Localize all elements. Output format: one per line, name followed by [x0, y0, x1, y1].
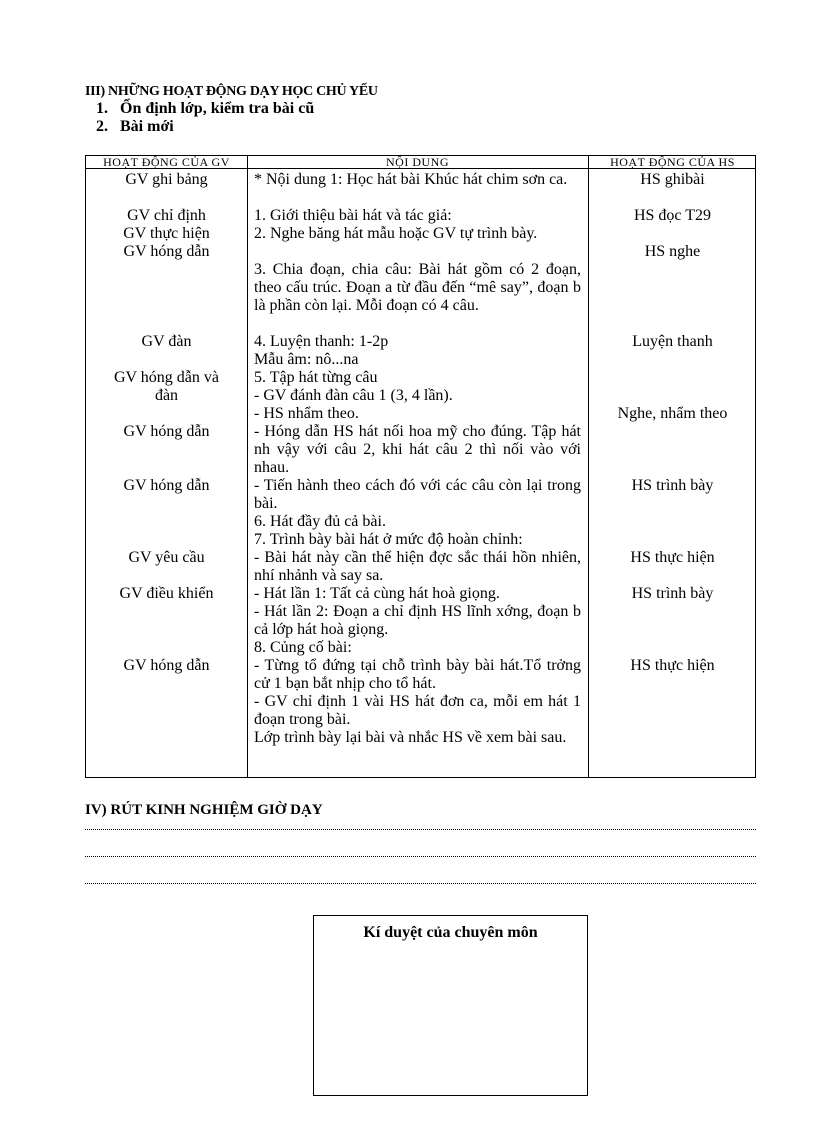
- teacher-activity-cell: GV đàn: [141, 333, 192, 350]
- content-cell: 7. Trình bày bài hát ở mức độ hoàn chỉnh:: [254, 531, 523, 548]
- teacher-activity-cell: GV hóng dẫn: [123, 243, 210, 260]
- teacher-activity-cell: GV yêu cầu: [128, 549, 205, 566]
- student-activity-cell: HS trình bày: [631, 477, 714, 494]
- student-activity-cell: HS thực hiện: [630, 657, 715, 674]
- content-cell: 6. Hát đầy đủ cả bài.: [254, 513, 386, 530]
- content-cell: Mẫu âm: nô...na: [254, 351, 359, 368]
- section-3-heading: III) NHỮNG HOẠT ĐỘNG DẠY HỌC CHỦ YẾU: [85, 84, 378, 99]
- student-activity-cell: HS thực hiện: [630, 549, 715, 566]
- teacher-activity-cell: GV hóng dẫn: [123, 423, 210, 440]
- column-divider: [247, 156, 248, 777]
- header-divider: [86, 168, 755, 169]
- content-cell: 5. Tập hát từng câu: [254, 369, 378, 386]
- content-cell: - Tiến hành theo cách đó với các câu còn lại trong bài.: [254, 477, 581, 512]
- subsection-1-number: 1.: [96, 100, 108, 117]
- section-4-heading: IV) RÚT KINH NGHIỆM GIỜ DẠY: [85, 802, 323, 818]
- subsection-2-title: Bài mới: [120, 118, 174, 135]
- dotted-writing-line: [85, 829, 756, 830]
- content-cell: - Hát lần 1: Tất cả cùng hát hoà giọng.: [254, 585, 500, 602]
- teacher-activity-cell: GV điều khiển: [119, 585, 214, 602]
- content-cell: - Từng tổ đứng tại chỗ trình bày bài hát.Tổ trởng cử 1 bạn bắt nhịp cho tổ hát.: [254, 657, 581, 692]
- header-teacher-activity: HOẠT ĐỘNG CỦA GV: [103, 156, 230, 168]
- content-cell: 4. Luyện thanh: 1-2p: [254, 333, 389, 350]
- content-cell: - GV đánh đàn câu 1 (3, 4 lần).: [254, 387, 453, 404]
- teacher-activity-cell: đàn: [154, 387, 179, 404]
- dotted-writing-line: [85, 856, 756, 857]
- student-activity-cell: HS trình bày: [631, 585, 714, 602]
- teacher-activity-cell: GV hóng dẫn: [123, 477, 210, 494]
- subsection-1-title: Ổn định lớp, kiểm tra bài cũ: [120, 100, 315, 117]
- header-content: NỘI DUNG: [386, 156, 449, 168]
- content-cell: - Bài hát này cần thể hiện đợc sắc thái hồn nhiên, nhí nhảnh và say sa.: [254, 549, 581, 584]
- approval-title: Kí duyệt của chuyên môn: [363, 924, 538, 941]
- teacher-activity-cell: GV hóng dẫn: [123, 657, 210, 674]
- content-cell: * Nội dung 1: Học hát bài Khúc hát chim sơn ca.: [254, 171, 568, 188]
- content-cell: 1. Giới thiệu bài hát và tác giả:: [254, 207, 452, 224]
- student-activity-cell: Luyện thanh: [632, 333, 713, 350]
- content-cell: 8. Củng cố bài:: [254, 639, 352, 656]
- content-cell: 2. Nghe băng hát mẫu hoặc GV tự trình bày.: [254, 225, 538, 242]
- content-cell: - GV chỉ định 1 vài HS hát đơn ca, mỗi em hát 1 đoạn trong bài.: [254, 693, 581, 728]
- subsection-2-number: 2.: [96, 118, 108, 135]
- header-student-activity: HOẠT ĐỘNG CỦA HS: [610, 156, 735, 168]
- subsection-1: [96, 100, 314, 118]
- student-activity-cell: HS nghe: [644, 243, 701, 260]
- content-cell: Lớp trình bày lại bài và nhắc HS về xem bài sau.: [254, 729, 567, 746]
- teacher-activity-cell: GV ghi bảng: [125, 171, 208, 188]
- teacher-activity-cell: GV thực hiện: [123, 225, 210, 242]
- dotted-writing-line: [85, 883, 756, 884]
- student-activity-cell: HS đọc T29: [633, 207, 712, 224]
- student-activity-cell: Nghe, nhẩm theo: [617, 405, 728, 422]
- teacher-activity-cell: GV chỉ định: [127, 207, 206, 224]
- teacher-activity-cell: GV hóng dẫn và: [113, 369, 220, 386]
- content-cell: - Hóng dẫn HS hát nối hoa mỹ cho đúng. Tập hát nh vậy với câu 2, khi hát câu 2 thì nối vào với nhau.: [254, 423, 581, 476]
- content-cell: - Hát lần 2: Đoạn a chỉ định HS lĩnh xớng, đoạn b cả lớp hát hoà giọng.: [254, 603, 581, 638]
- content-cell: 3. Chia đoạn, chia câu: Bài hát gồm có 2 đoạn, theo cấu trúc. Đoạn a từ đầu đến “mê say”, đoạn b là phần còn lại. Mỗi đoạn có 4 câu.: [254, 261, 581, 314]
- student-activity-cell: HS ghibài: [640, 171, 705, 188]
- content-cell: - HS nhẩm theo.: [254, 405, 359, 422]
- approval-signature-box: [313, 915, 588, 1096]
- subsection-2: [96, 118, 174, 136]
- lesson-activity-table: [85, 155, 756, 778]
